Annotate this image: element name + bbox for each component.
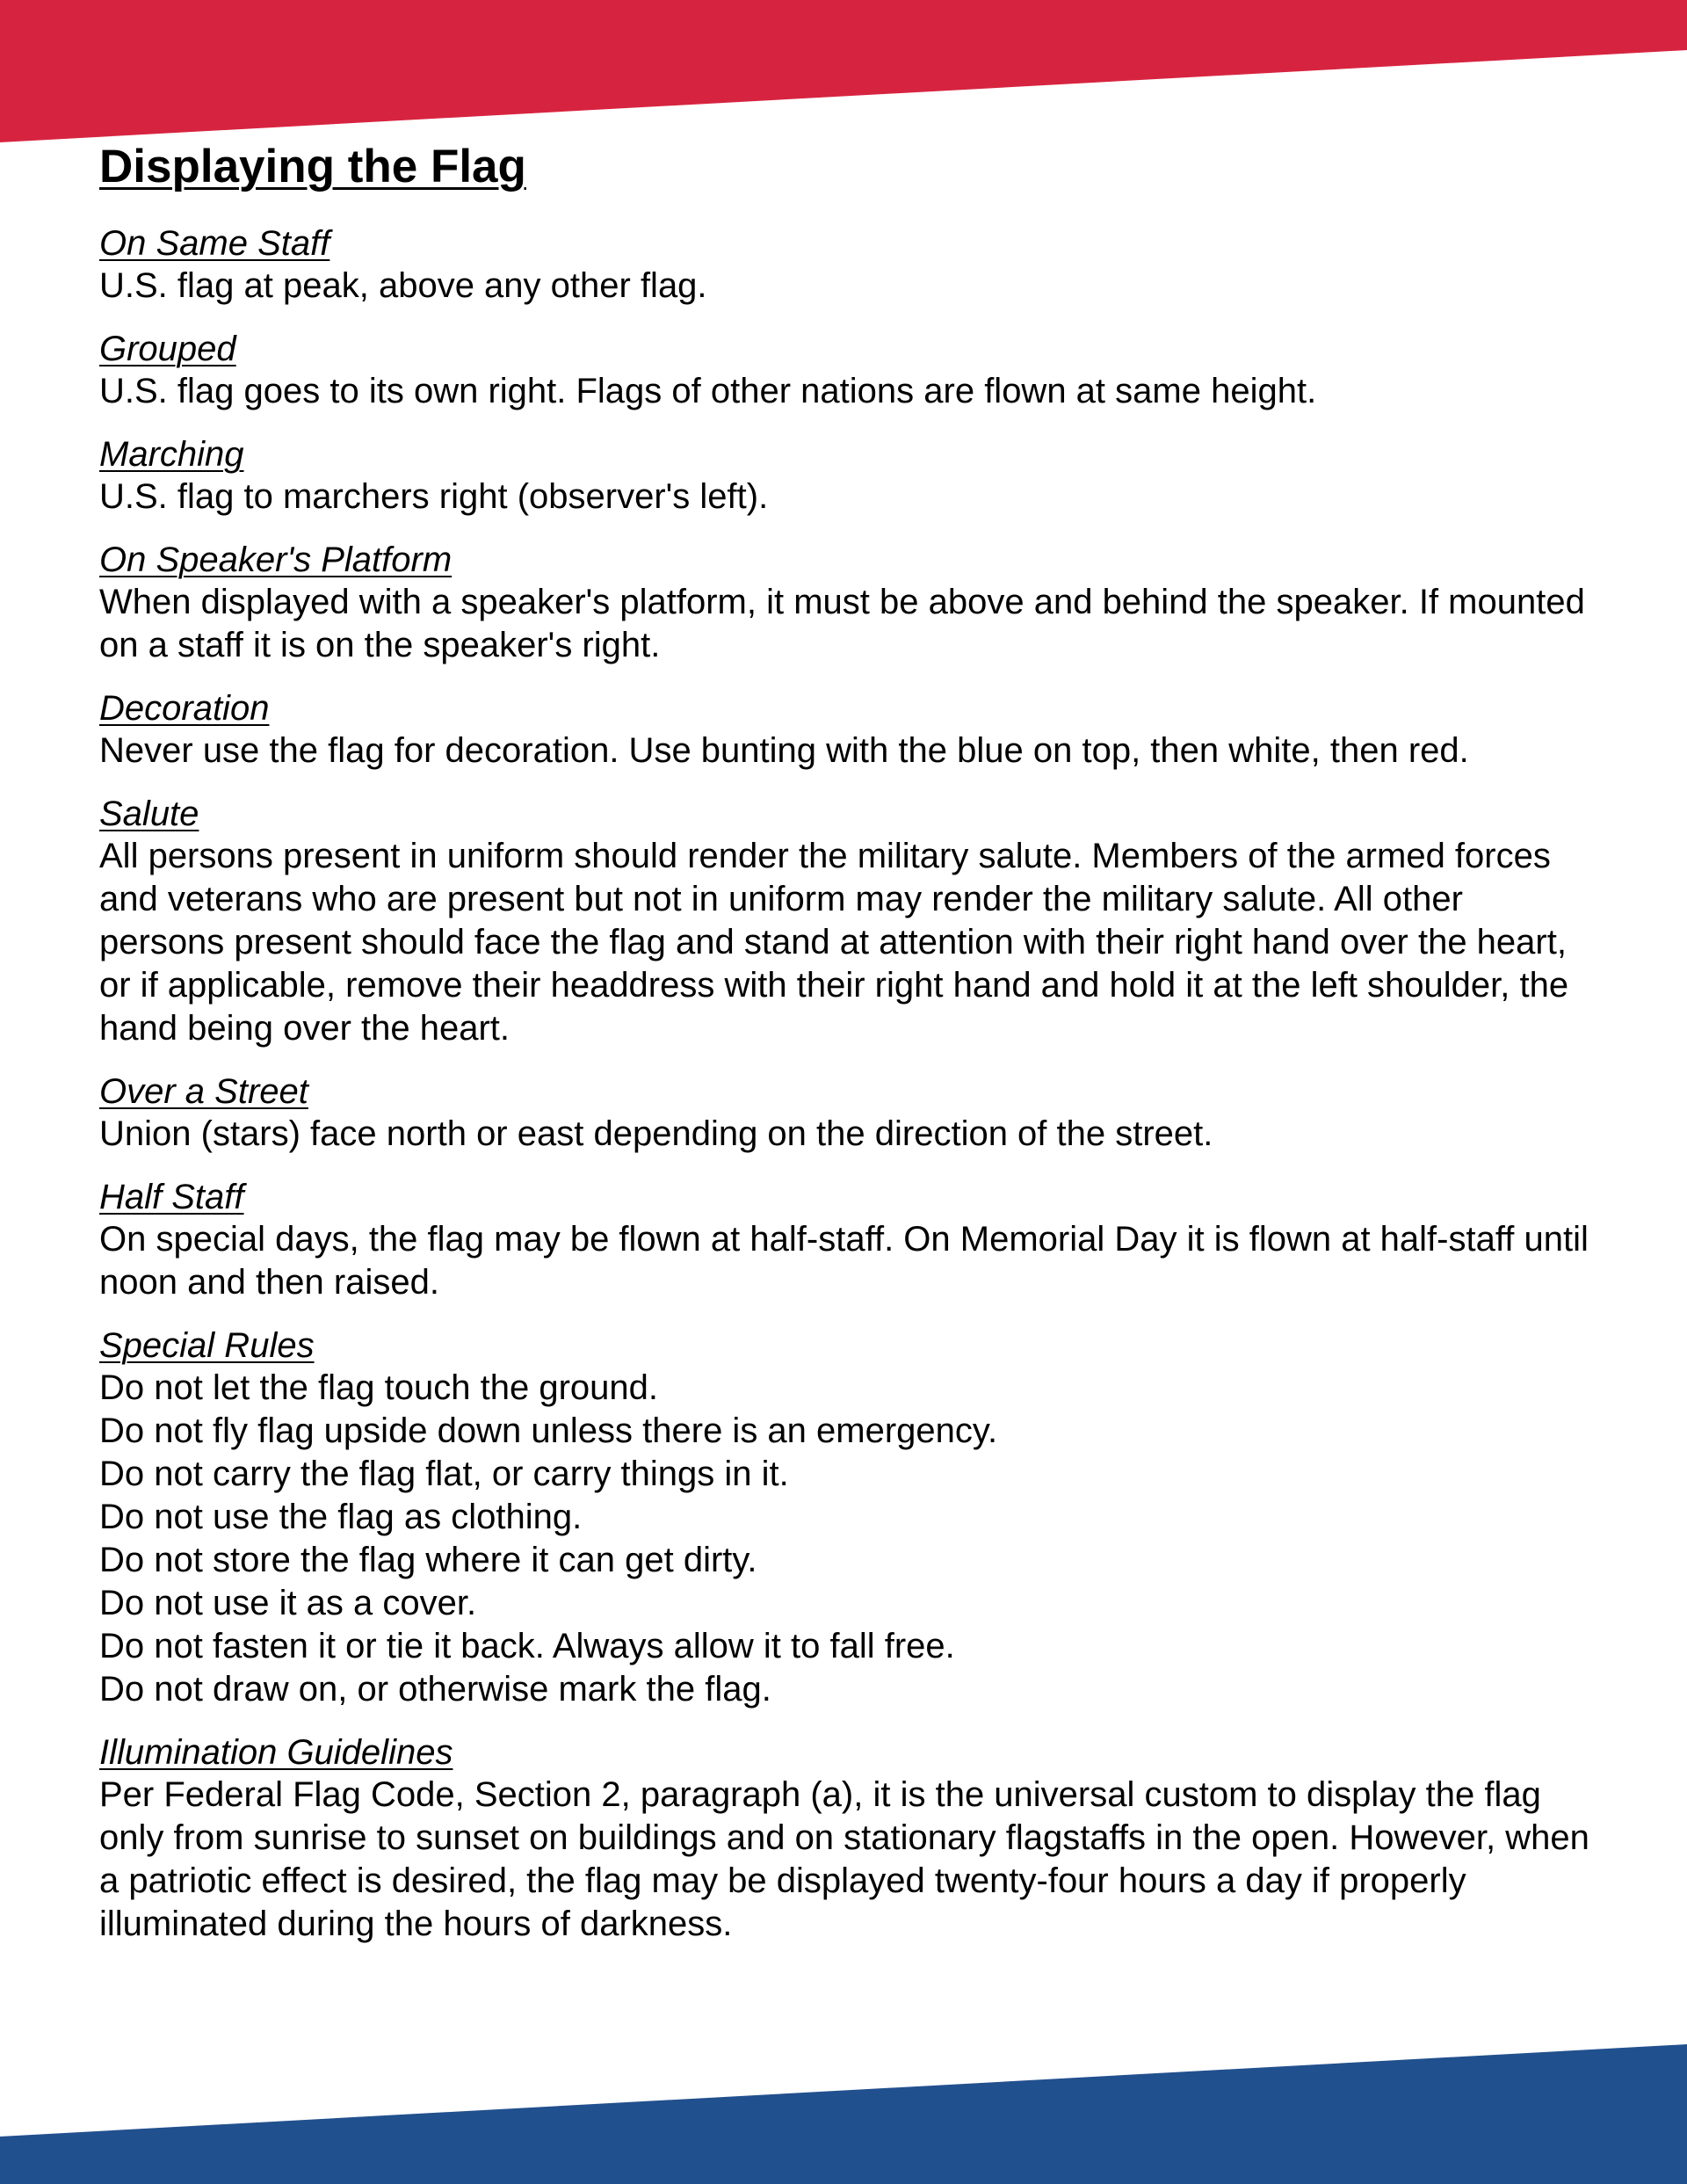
page-title: Displaying the Flag [99, 141, 526, 192]
section-heading: On Same Staff [99, 224, 330, 263]
section-illumination-guidelines [99, 1730, 1593, 1946]
section-special-rules [99, 1323, 1593, 1711]
rule-item: Do not draw on, or otherwise mark the flag. [99, 1670, 771, 1709]
section-marching [99, 432, 1593, 519]
section-body: U.S. flag at peak, above any other flag. [99, 266, 707, 305]
section-decoration [99, 686, 1593, 773]
section-heading: Salute [99, 795, 199, 833]
section-body: When displayed with a speaker's platform, it must be above and behind the speaker. If mounted on a staff it is on the speaker's right. [99, 583, 1585, 664]
section-body: Per Federal Flag Code, Section 2, paragraph (a), it is the universal custom to display the flag only from sunrise to sunset on buildings and on stationary flagstaffs in the open. However, when a patriotic effect is desired, the flag may be displayed twenty-four hours a day if properly illuminated during the hours of darkness. [99, 1775, 1589, 1943]
rule-item: Do not fasten it or tie it back. Always allow it to fall free. [99, 1627, 955, 1665]
section-heading: Half Staff [99, 1178, 244, 1216]
blue-bottom-banner [0, 2021, 1687, 2184]
blue-banner-shape [0, 2044, 1687, 2184]
section-over-a-street [99, 1069, 1593, 1156]
section-on-same-staff [99, 221, 1593, 308]
section-body: Union (stars) face north or east depending on the direction of the street. [99, 1114, 1213, 1153]
section-speakers-platform [99, 537, 1593, 667]
section-body: Never use the flag for decoration. Use bunting with the blue on top, then white, then red. [99, 731, 1469, 770]
section-salute [99, 791, 1593, 1050]
section-body: All persons present in uniform should render the military salute. Members of the armed forces and veterans who are present but not in uniform may render the military salute. All other persons present should face the flag and stand at attention with their right hand over the heart, or if applicable, remove their headdress with their right hand and hold it at the left shoulder, the hand being over the heart. [99, 837, 1569, 1048]
special-rules-list [99, 1367, 1593, 1711]
rule-item: Do not store the flag where it can get dirty. [99, 1541, 757, 1579]
rule-item: Do not use the flag as clothing. [99, 1498, 583, 1536]
red-top-banner [0, 0, 1687, 149]
rule-item: Do not carry the flag flat, or carry things in it. [99, 1455, 789, 1493]
section-heading: Decoration [99, 689, 270, 728]
rule-item: Do not use it as a cover. [99, 1584, 477, 1622]
section-body: U.S. flag goes to its own right. Flags of other nations are flown at same height. [99, 372, 1317, 410]
section-heading: On Speaker's Platform [99, 541, 453, 579]
rule-item: Do not fly flag upside down unless there is an emergency. [99, 1411, 998, 1450]
section-half-staff [99, 1174, 1593, 1304]
section-heading: Over a Street [99, 1072, 308, 1111]
section-heading: Marching [99, 435, 244, 474]
document-content [99, 136, 1593, 1964]
section-heading: Special Rules [99, 1326, 315, 1365]
section-heading: Grouped [99, 330, 236, 368]
section-heading: Illumination Guidelines [99, 1733, 453, 1772]
rule-item: Do not let the flag touch the ground. [99, 1368, 658, 1407]
section-body: On special days, the flag may be flown at half-staff. On Memorial Day it is flown at half-staff until noon and then raised. [99, 1220, 1589, 1302]
section-grouped [99, 326, 1593, 413]
red-banner-shape [0, 0, 1687, 142]
section-body: U.S. flag to marchers right (observer's left). [99, 477, 769, 516]
